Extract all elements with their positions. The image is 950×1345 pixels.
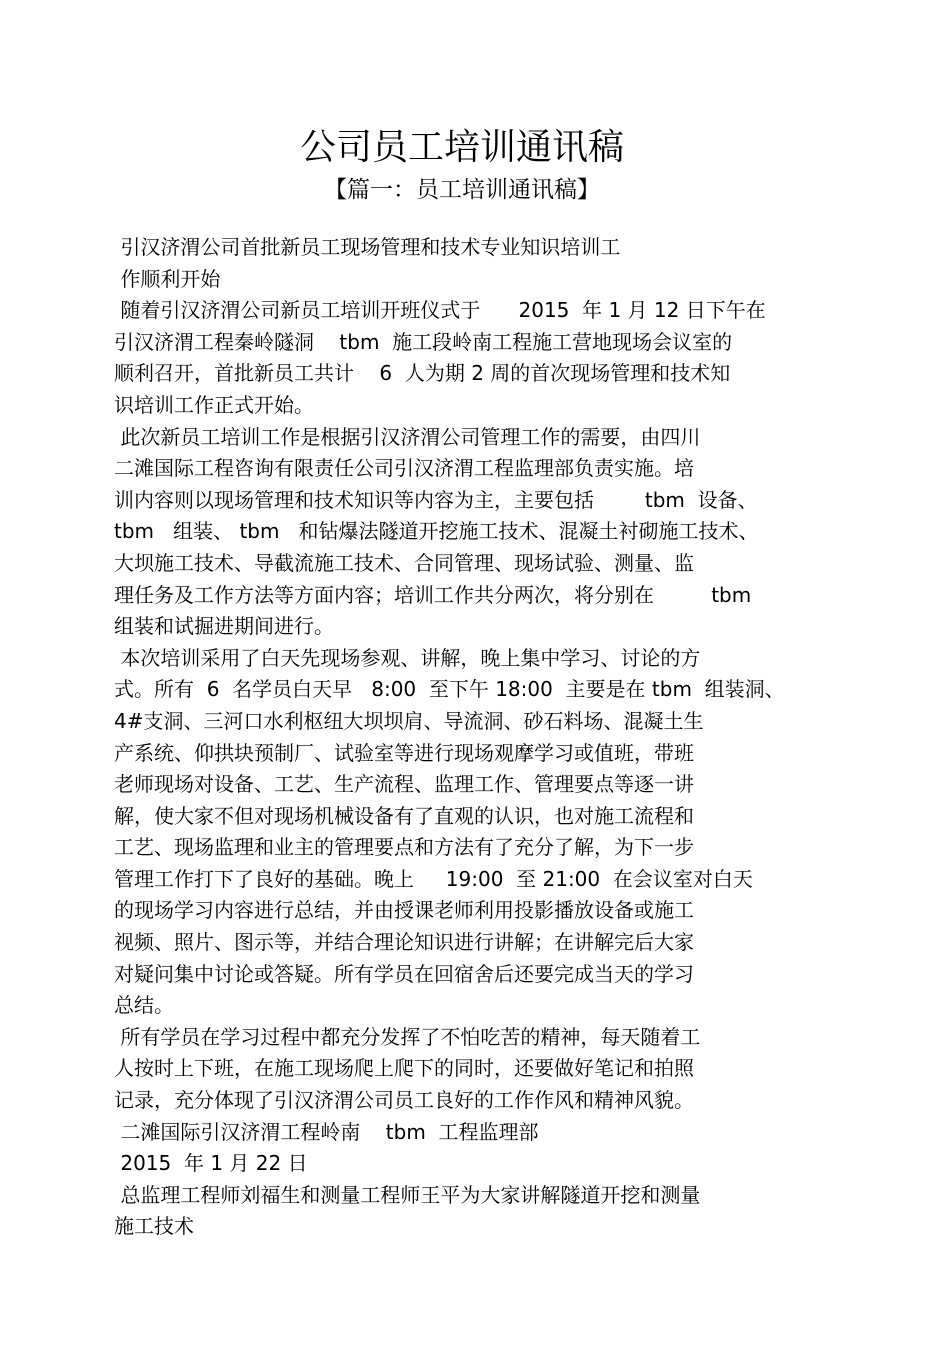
text-line: 作顺利开始: [114, 266, 221, 291]
text-line: 对疑问集中讨论或答疑。所有学员在回宿舍后还要完成当天的学习: [114, 961, 694, 986]
text-line: 本次培训采用了白天先现场参观、讲解，晚上集中学习、讨论的方: [114, 645, 701, 670]
text-line: tbm 组装、 tbm 和钻爆法隧道开挖施工技术、混凝土衬砌施工技术、: [114, 519, 759, 544]
text-line: 理任务及工作方法等方面内容；培训工作共分两次，将分别在 tbm: [114, 582, 752, 607]
text-line: 二滩国际工程咨询有限责任公司引汉济渭工程监理部负责实施。培: [114, 456, 694, 481]
text-line: 人按时上下班，在施工现场爬上爬下的同时，还要做好笔记和拍照: [114, 1056, 694, 1081]
text-line: 所有学员在学习过程中都充分发挥了不怕吃苦的精神，每天随着工: [114, 1024, 701, 1049]
text-line: 产系统、仰拱块预制厂、试验室等进行现场观摩学习或值班，带班: [114, 740, 694, 765]
text-line: 4#支洞、三河口水利枢纽大坝坝肩、导流洞、砂石料场、混凝土生: [114, 708, 704, 733]
text-line: 引汉济渭公司首批新员工现场管理和技术专业知识培训工: [114, 235, 621, 259]
text-line: 总结。: [114, 993, 174, 1018]
document-title: 公司员工培训通讯稿: [299, 127, 624, 168]
text-line: 式。所有 6 名学员白天早 8:00 至下午 18:00 主要是在 tbm 组装洞、: [114, 677, 785, 702]
text-line: 老师现场对设备、工艺、生产流程、监理工作、管理要点等逐一讲: [114, 772, 694, 797]
text-line: 识培训工作正式开始。: [114, 392, 314, 417]
text-line: 此次新员工培训工作是根据引汉济渭公司管理工作的需要，由四川: [114, 424, 701, 449]
text-line: 顺利召开，首批新员工共计 6 人为期 2 周的首次现场管理和技术知: [114, 361, 731, 386]
text-line: 引汉济渭工程秦岭隧洞 tbm 施工段岭南工程施工营地现场会议室的: [114, 329, 733, 354]
text-line: 视频、照片、图示等，并结合理论知识进行讲解；在讲解完后大家: [114, 930, 694, 955]
text-line: 解，使大家不但对现场机械设备有了直观的认识，也对施工流程和: [114, 803, 694, 828]
document-subtitle: 【篇一：员工培训通讯稿】: [324, 177, 600, 203]
text-line: 管理工作打下了良好的基础。晚上 19:00 至 21:00 在会议室对白天: [114, 866, 753, 891]
document-body: [114, 232, 874, 1243]
text-line: 二滩国际引汉济渭工程岭南 tbm 工程监理部: [114, 1119, 539, 1144]
text-line: 训内容则以现场管理和技术知识等内容为主，主要包括 tbm 设备、: [114, 487, 758, 512]
text-line: 的现场学习内容进行总结，并由授课老师利用投影播放设备或施工: [114, 898, 694, 923]
text-line: 2015 年 1 月 22 日: [114, 1151, 308, 1176]
text-line: 组装和试掘进期间进行。: [114, 614, 334, 639]
text-line: 总监理工程师刘福生和测量工程师王平为大家讲解隧道开挖和测量: [114, 1182, 701, 1207]
text-line: 随着引汉济渭公司新员工培训开班仪式于 2015 年 1 月 12 日下午在: [114, 298, 766, 323]
text-line: 记录，充分体现了引汉济渭公司员工良好的工作作风和精神风貌。: [114, 1088, 694, 1113]
text-line: 大坝施工技术、导截流施工技术、合同管理、现场试验、测量、监: [114, 550, 694, 575]
text-line: 工艺、现场监理和业主的管理要点和方法有了充分了解，为下一步: [114, 835, 694, 860]
text-line: 施工技术: [114, 1214, 194, 1239]
